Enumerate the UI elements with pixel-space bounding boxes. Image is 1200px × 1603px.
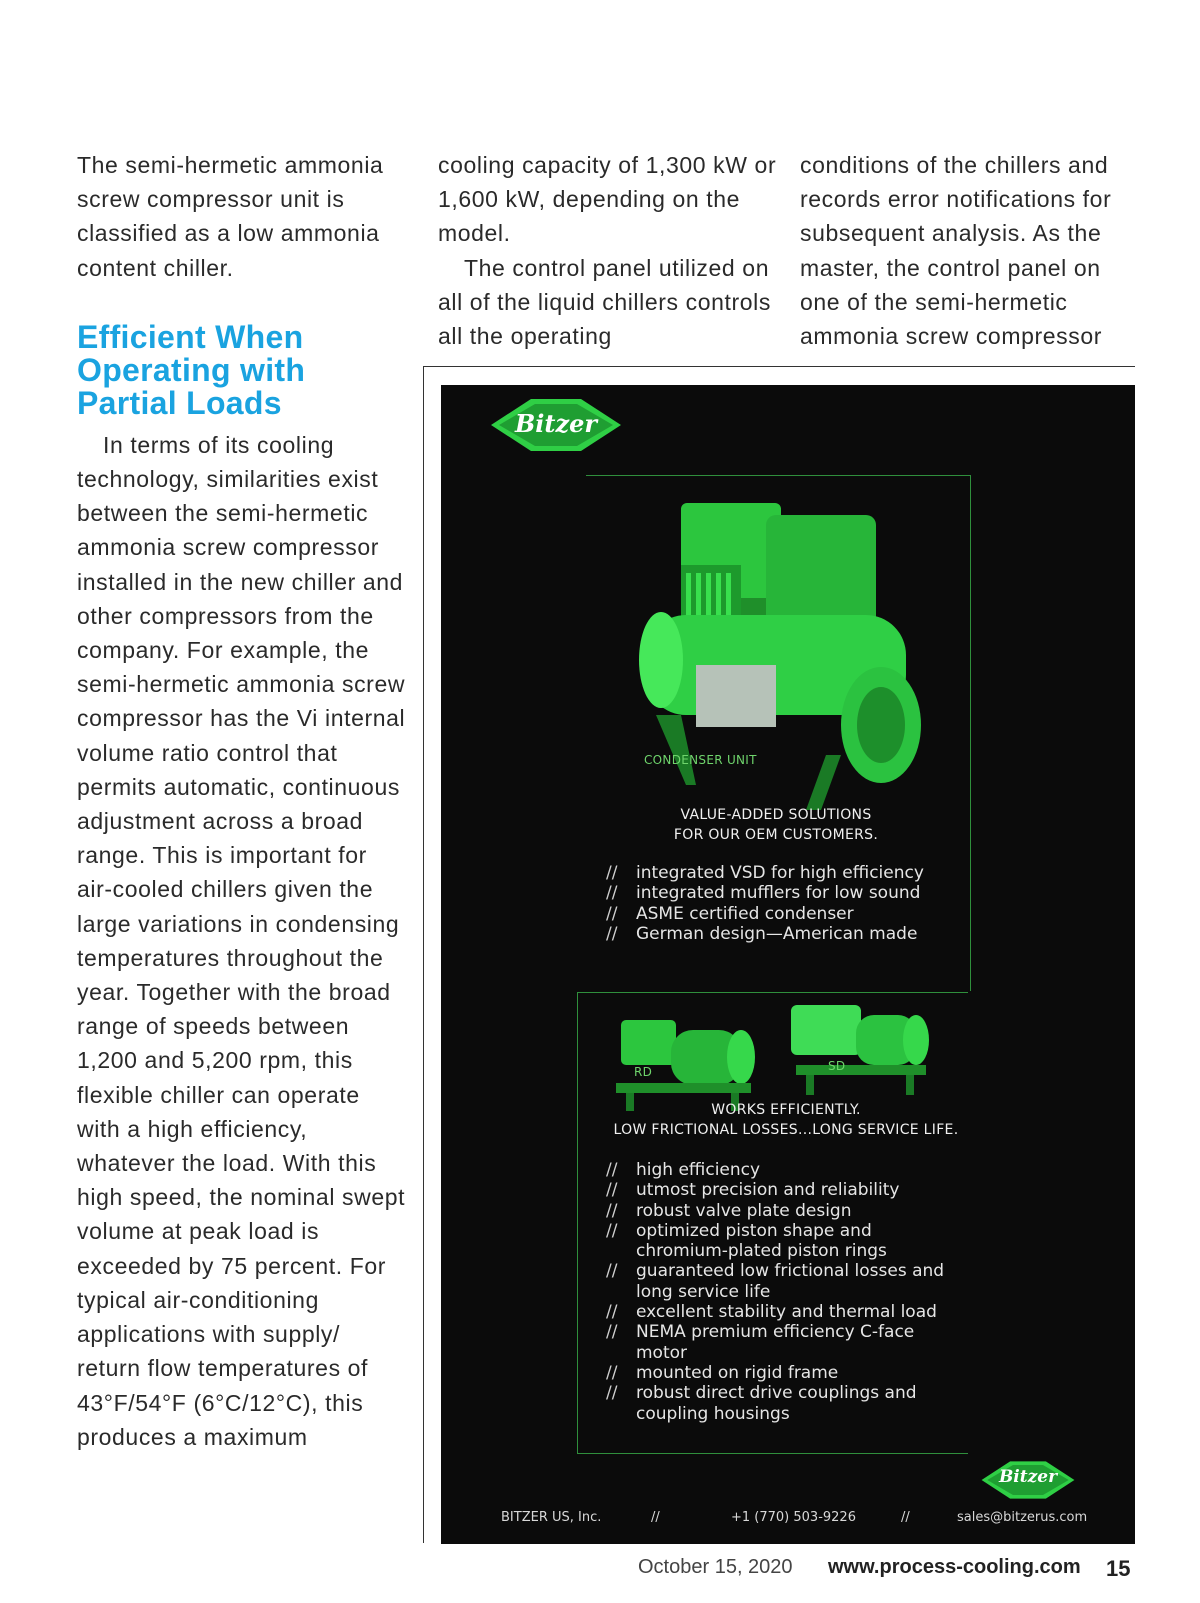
sd-compressor-image <box>786 990 936 1100</box>
feature-list-1 <box>606 863 936 944</box>
feature-list-item: // guaranteed low frictional losses and long service life <box>606 1261 945 1302</box>
feature-list-item: // NEMA premium efficiency C-face motor <box>606 1322 915 1363</box>
feature-list-item: // German design—American made <box>606 923 918 944</box>
ad-frame-line <box>423 366 1135 367</box>
feature-list-item: // ASME certified condenser <box>606 903 854 924</box>
feature-list-item: // integrated VSD for high efficiency <box>606 863 924 883</box>
bitzer-logo-text: Bitzer <box>514 409 598 438</box>
page-number: 15 <box>1106 1556 1131 1581</box>
bitzer-logo <box>491 397 621 453</box>
ad-separator: // <box>651 1510 660 1525</box>
article-paragraph: In terms of its cooling technology, similarities exist between the semi-hermetic ammonia screw compressor installed in the new chiller and other compressors from the company. For example, the semi-hermetic ammonia screw compressor has the Vi internal volume ratio control that permits automatic, continuous adjustment across a broad range. This is important for air-cooled chillers given the large variations in condensing temperatures throughout the year. Together with the broad range of speeds between 1,200 and 5,200 rpm, this flexible chiller can operate with a high efficiency, whatever the load. With this high speed, the nominal swept volume at peak load is exceeded by 75 percent. For typical air-conditioning applications with supply/ return flow temperatures of 43°F/54°F (6°C/12°C), this produces a maximum <box>77 431 406 1450</box>
bitzer-advertisement <box>441 385 1135 1544</box>
ad-headline-2: WORKS EFFICIENTLY. LOW FRICTIONAL LOSSES...LONG SERVICE LIFE. <box>613 1102 959 1138</box>
ad-frame-line <box>423 366 424 1543</box>
article-paragraph: The semi-hermetic ammonia screw compressor unit is classified as a low ammonia content chiller. <box>77 152 384 281</box>
condenser-unit-label: CONDENSER UNIT <box>644 753 757 767</box>
feature-list-2 <box>606 1160 966 1424</box>
feature-list-item: // high efficiency <box>606 1160 761 1180</box>
feature-list-item: // robust valve plate design <box>606 1200 852 1221</box>
ad-separator: // <box>901 1510 910 1525</box>
website-url: www.process-cooling.com <box>828 1556 1081 1578</box>
article-paragraph: conditions of the chillers and records error notifications for subsequent analysis. As the master, the control panel on one of the semi-hermetic ammonia screw compressor <box>800 152 1112 350</box>
article-paragraph: cooling capacity of 1,300 kW or 1,600 kW, depending on the model. <box>438 152 777 247</box>
feature-list-item: // optimized piston shape and chromium-plated piston rings <box>606 1220 887 1262</box>
bitzer-logo-text: Bitzer <box>998 1467 1058 1487</box>
feature-list-item: // robust direct drive couplings and coupling housings <box>606 1383 917 1424</box>
rd-compressor-image <box>611 1005 761 1115</box>
article-column-3 <box>800 148 1140 353</box>
bitzer-logo-small <box>978 1460 1078 1500</box>
feature-list-item: // utmost precision and reliability <box>606 1180 900 1201</box>
feature-list-item: // excellent stability and thermal load <box>606 1302 937 1323</box>
ad-email: sales@bitzerus.com <box>957 1510 1088 1525</box>
sd-label: SD <box>828 1059 846 1073</box>
feature-list-item: // mounted on rigid frame <box>606 1362 839 1383</box>
ad-phone: +1 (770) 503-9226 <box>731 1510 856 1525</box>
section-heading: Efficient When Operating with Partial Loads <box>77 318 306 421</box>
article-column-2 <box>438 148 778 353</box>
ad-headline-1: VALUE-ADDED SOLUTIONS FOR OUR OEM CUSTOMERS. <box>673 807 879 843</box>
article-paragraph: The control panel utilized on all of the liquid chillers controls all the operating <box>438 254 771 350</box>
rd-label: RD <box>634 1065 653 1079</box>
feature-list-item: // integrated mufflers for low sound <box>606 883 921 904</box>
issue-date: October 15, 2020 <box>638 1556 793 1578</box>
article-column-1 <box>77 148 407 1454</box>
ad-company-name: BITZER US, Inc. <box>501 1510 602 1525</box>
